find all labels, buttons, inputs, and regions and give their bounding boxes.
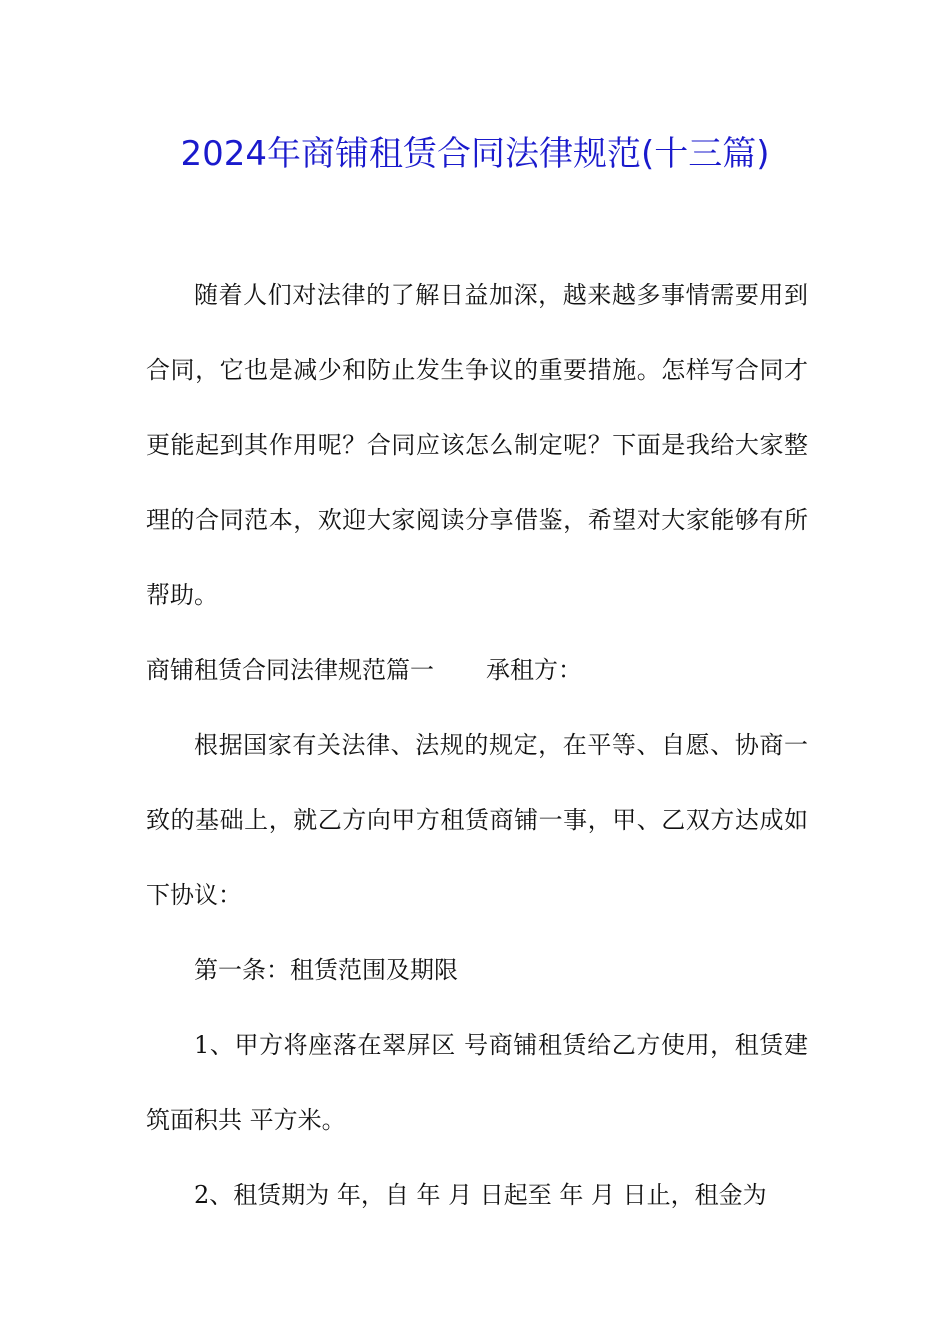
intro-paragraph: 随着人们对法律的了解日益加深，越来越多事情需要用到合同，它也是减少和防止发生争议的重要措施。怎样写合同才更能起到其作用呢？合同应该怎么制定呢？下面是我给大家整理的合同范本，欢迎大家阅读分享借鉴，希望对大家能够有所帮助。	[146, 281, 808, 609]
clause-2: 2、租赁期为 年，自 年 月 日起至 年 月 日止，租金为	[194, 1181, 767, 1209]
clause-1: 1、甲方将座落在翠屏区 号商铺租赁给乙方使用，租赁建筑面积共 平方米。	[146, 1031, 808, 1134]
section-heading: 商铺租赁合同法律规范篇一	[146, 656, 434, 684]
article-1-title: 第一条：租赁范围及期限	[194, 956, 458, 984]
document-body	[146, 258, 808, 1233]
section-heading-line	[146, 633, 808, 708]
lessee-label: 承租方：	[486, 656, 582, 684]
basis-paragraph: 根据国家有关法律、法规的规定，在平等、自愿、协商一致的基础上，就乙方向甲方租赁商铺一事，甲、乙双方达成如下协议：	[146, 731, 808, 909]
document-title: 2024年商铺租赁合同法律规范(十三篇)	[180, 134, 770, 174]
